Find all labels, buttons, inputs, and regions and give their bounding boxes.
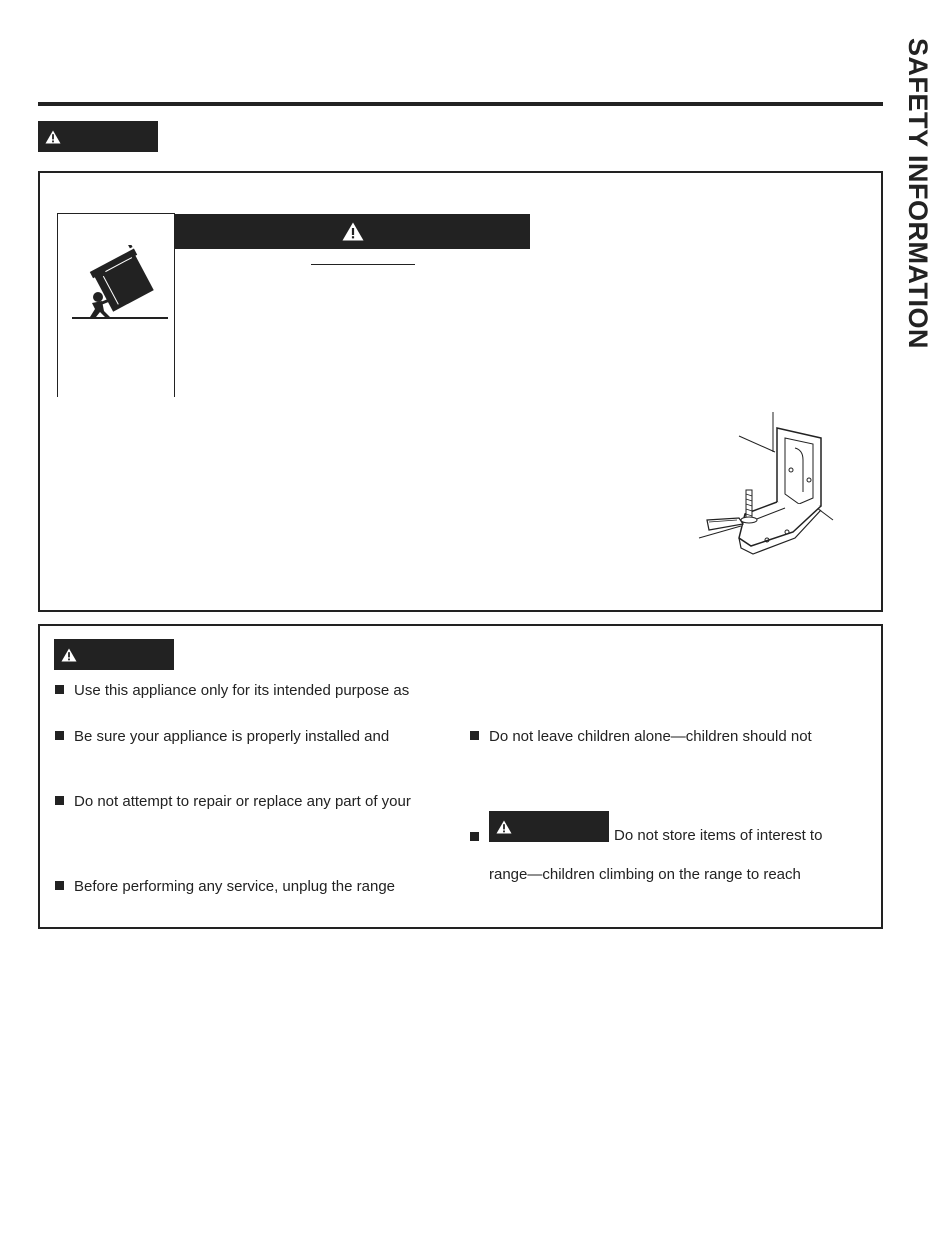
caution-item-text: Do not store items of interest to [614,827,823,844]
list-item-text: Be sure your appliance is properly installed and [74,728,390,745]
general-warning-badge [54,639,174,670]
list-item [55,682,409,700]
anti-tip-bracket-illustration [695,410,835,580]
list-item [55,793,411,811]
header-rule [38,102,883,106]
caution-bullet-marker [470,832,479,841]
bullet-marker [55,796,64,805]
list-item [470,728,812,746]
tip-over-panel-rule-top [57,213,175,214]
anti-tip-warning-banner [175,214,530,249]
list-item-text: Do not leave children alone—children should not [489,728,812,745]
warning-triangle-icon [61,648,77,662]
warning-triangle-icon [342,222,364,241]
section-side-title: SAFETY INFORMATION [903,38,933,349]
warning-triangle-icon [496,820,512,834]
list-item [55,878,395,896]
caution-item-continuation: range—children climbing on the range to reach [489,866,801,883]
bullet-marker [55,731,64,740]
tip-over-panel-rule-left [57,213,58,397]
list-item-text: Use this appliance only for its intended purpose as [74,682,410,699]
tip-over-child-icon [70,245,170,325]
warning-triangle-icon [45,130,61,144]
bullet-marker [470,731,479,740]
list-item-text: Do not attempt to repair or replace any part of your [74,793,411,810]
top-warning-badge [38,121,158,152]
bullet-marker [55,881,64,890]
list-item [55,728,389,746]
caution-inline-badge [489,811,609,842]
list-item-text: Before performing any service, unplug the range [74,878,396,895]
bullet-marker [55,685,64,694]
banner-underline [311,264,415,265]
